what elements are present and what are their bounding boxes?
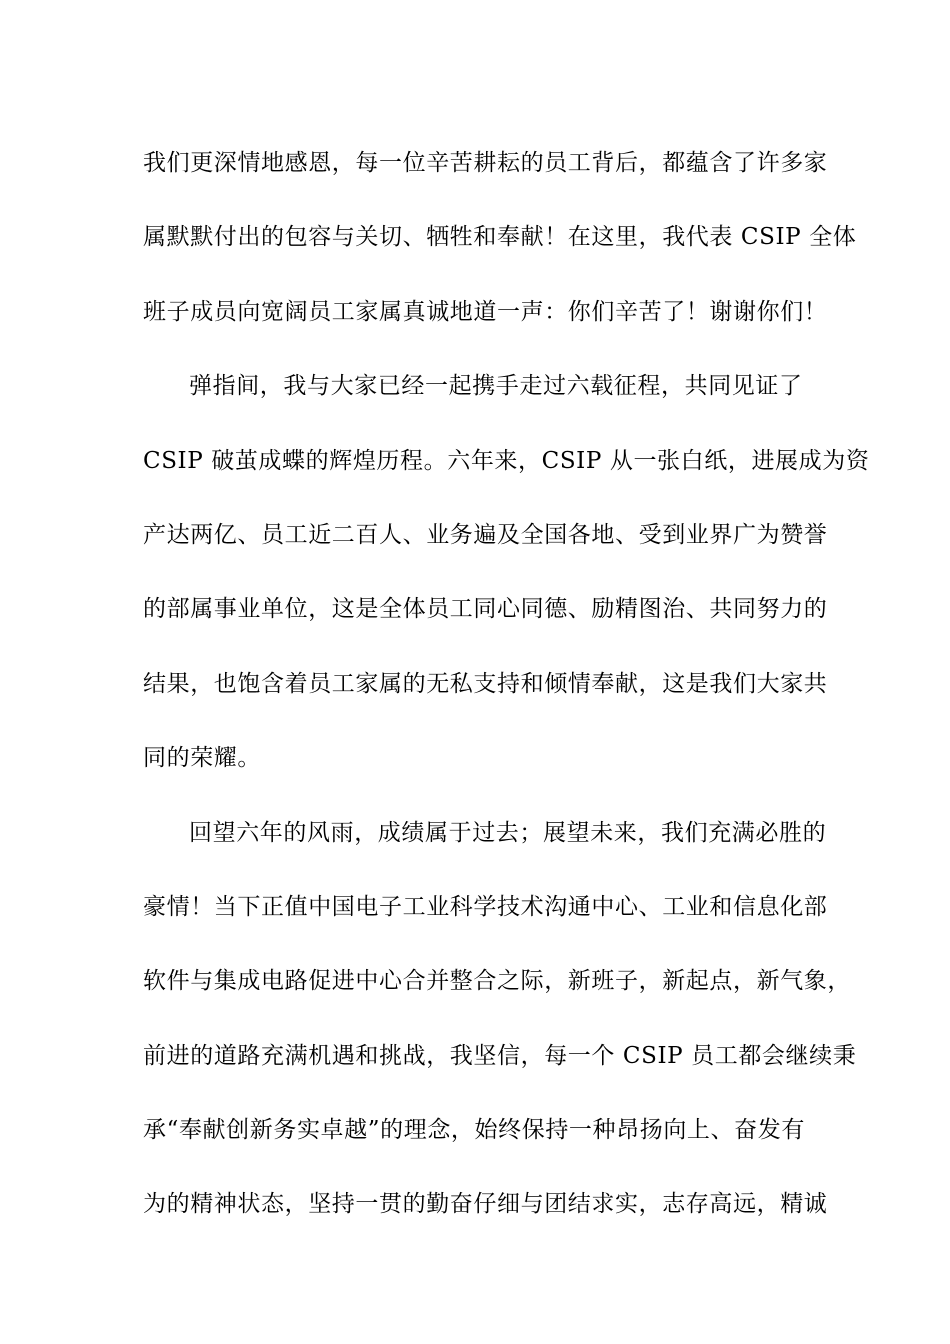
document-body — [143, 126, 870, 1242]
text-line: 前进的道路充满机遇和挑战，我坚信，每一个 CSIP 员工都会继续秉 — [143, 1042, 857, 1069]
text-line: 软件与集成电路促进中心合并整合之际，新班子，新起点，新气象， — [143, 968, 851, 995]
text-line: 豪情！当下正值中国电子工业科学技术沟通中心、工业和信息化部 — [143, 893, 828, 920]
text-line: 的部属事业单位，这是全体员工同心同德、励精图治、共同努力的 — [143, 596, 828, 623]
text-line: 产达两亿、员工近二百人、业务遍及全国各地、受到业界广为赞誉 — [143, 521, 828, 548]
text-line: 属默默付出的包容与关切、牺牲和奉献！在这里，我代表 CSIP 全体 — [143, 224, 857, 251]
paragraph-start-line: 回望六年的风雨，成绩属于过去；展望未来，我们充满必胜的 — [189, 819, 827, 846]
text-line: 我们更深情地感恩，每一位辛苦耕耘的员工背后，都蕴含了许多家 — [143, 150, 828, 176]
text-line: 结果，也饱含着员工家属的无私支持和倾情奉献，这是我们大家共 — [143, 670, 828, 697]
text-line: 承“奉献创新务实卓越”的理念，始终保持一种昂扬向上、奋发有 — [143, 1117, 805, 1144]
text-line: 同的荣耀。 — [143, 745, 261, 772]
text-line: CSIP 破茧成蝶的辉煌历程。六年来，CSIP 从一张白纸，进展成为资 — [143, 447, 870, 474]
paragraph-start-line: 弹指间，我与大家已经一起携手走过六载征程，共同见证了 — [189, 373, 803, 400]
text-line: 班子成员向宽阔员工家属真诚地道一声：你们辛苦了！谢谢你们！ — [143, 298, 828, 325]
text-line: 为的精神状态，坚持一贯的勤奋仔细与团结求实，志存高远，精诚 — [143, 1191, 828, 1218]
